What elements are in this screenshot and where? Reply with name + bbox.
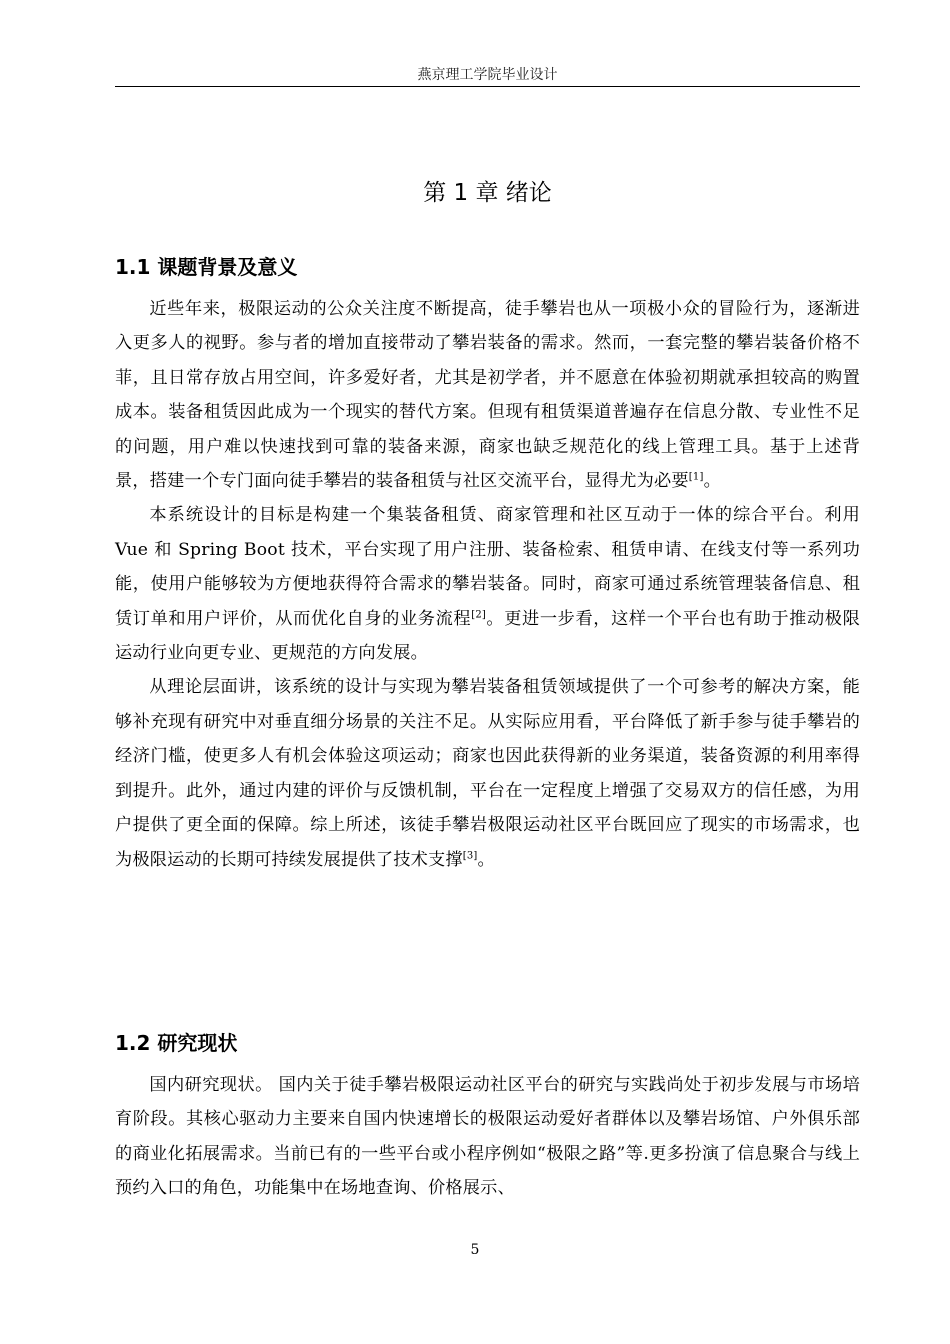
section-heading: 1.2 研究现状 xyxy=(115,1031,238,1055)
citation: [1] xyxy=(688,471,704,483)
citation: [2] xyxy=(471,608,486,620)
header-divider xyxy=(115,86,860,87)
paragraph: 从理论层面讲，该系统的设计与实现为攀岩装备租赁领域提供了一个可参考的解决方案，能够补充现有研究中对垂直细分场景的关注不足。从实际应用看，平台降低了新手参与徒手攀岩的经济门槛，使更多人有机会体验这项运动；商家也因此获得新的业务渠道，装备资源的利用率得到提升。此外，通过内建的评价与反馈机制，平台在一定程度上增强了交易双方的信任感，为用户提供了更全面的保障。综上所述，该徒手攀岩极限运动社区平台既回应了现实的市场需求，也为极限运动的长期可持续发展提供了技术支撑[3]。 xyxy=(115,677,860,870)
chapter-title: 第 1 章 绪论 xyxy=(423,180,552,206)
citation: [3] xyxy=(462,849,478,861)
paragraph: 近些年来，极限运动的公众关注度不断提高，徒手攀岩也从一项极小众的冒险行为，逐渐进入更多人的视野。参与者的增加直接带动了攀岩装备的需求。然而，一套完整的攀岩装备价格不菲，且日常存放占用空间，许多爱好者，尤其是初学者，并不愿意在体验初期就承担较高的购置成本。装备租赁因此成为一个现实的替代方案。但现有租赁渠道普遍存在信息分散、专业性不足的问题，用户难以快速找到可靠的装备来源，商家也缺乏规范化的线上管理工具。基于上述背景，搭建一个专门面向徒手攀岩的装备租赁与社区交流平台，显得尤为必要[1]。 xyxy=(115,299,860,492)
paragraph: 国内研究现状。 国内关于徒手攀岩极限运动社区平台的研究与实践尚处于初步发展与市场培育阶段。其核心驱动力主要来自国内快速增长的极限运动爱好者群体以及攀岩场馆、户外俱乐部的商业化拓展需求。当前已有的一些平台或小程序例如“极限之路”等.更多扮演了信息聚合与线上预约入口的角色，功能集中在场地查询、价格展示、 xyxy=(115,1075,860,1199)
section-1-2 xyxy=(115,1028,860,1206)
section-heading: 1.1 课题背景及意义 xyxy=(115,255,298,279)
page-number: 5 xyxy=(470,1242,480,1258)
section-1-1 xyxy=(115,252,860,877)
paragraph: 本系统设计的目标是构建一个集装备租赁、商家管理和社区互动于一体的综合平台。利用 Vue 和 Spring Boot 技术，平台实现了用户注册、装备检索、租赁申请、在线支付等一系列功能，使用户能够较为方便地获得符合需求的攀岩装备。同时，商家可通过系统管理装备信息、租赁订单和用户评价，从而优化自身的业务流程[2]。更进一步看，这样一个平台也有助于推动极限运动行业向更专业、更规范的方向发展。 xyxy=(115,505,860,664)
running-header: 燕京理工学院毕业设计 xyxy=(417,67,558,83)
